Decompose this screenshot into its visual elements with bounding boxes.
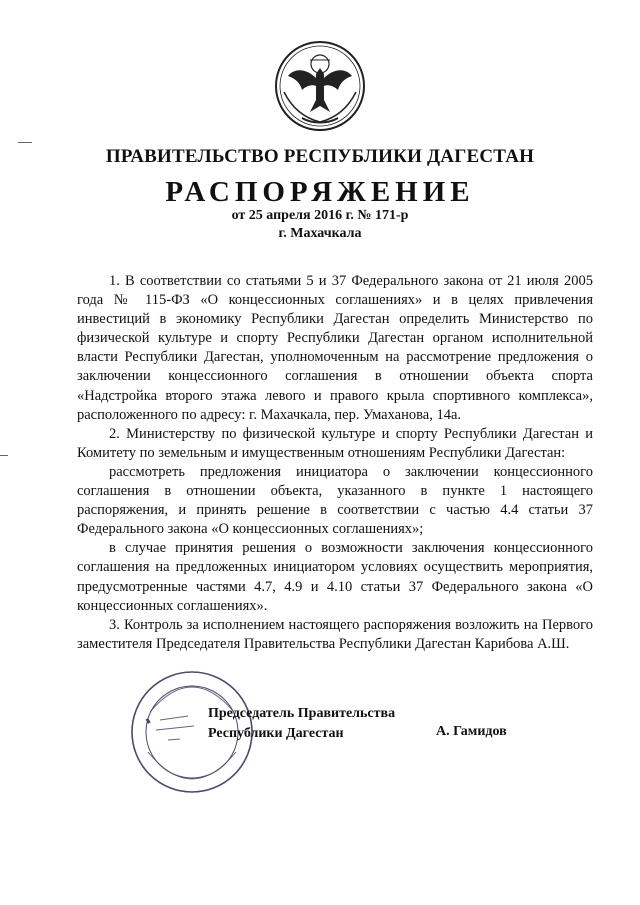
document-body [77, 272, 593, 654]
scan-mark [18, 142, 32, 143]
signature-title-line-1: Председатель Правительства [208, 706, 396, 721]
paragraph-2: 2. Министерству по физической культуре и спорту Республики Дагестан и Комитету по земельным и имущественным отношениям Республики Дагестан: [77, 425, 593, 461]
signature-title [208, 704, 395, 744]
document-type-title: РАСПОРЯЖЕНИЕ [165, 176, 475, 208]
document-date-number: от 25 апреля 2016 г. № 171-р [231, 208, 409, 223]
dagestan-emblem-icon [272, 38, 368, 134]
signature-title-line-2: Республики Дагестан [208, 726, 344, 741]
document-city: г. Махачкала [278, 226, 362, 241]
paragraph-1: 1. В соответствии со статьями 5 и 37 Федерального закона от 21 июля 2005 года № 115-ФЗ «О концессионных соглашениях» и в целях привлечения инвестиций в экономику Республики Дагестан определить Министерство по физической культуре и спорту Республики Дагестан органом исполнительной власти Республики Дагестан, уполномоченным на рассмотрение предложения о заключении концессионного соглашения в отношении объекта спорта «Надстройка второго этажа левого и правого крыла спортивного комплекса», расположенного по адресу: г. Махачкала, пер. Умаханова, 14а. [77, 273, 593, 423]
paragraph-3: 3. Контроль за исполнением настоящего распоряжения возложить на Первого заместителя Председателя Правительства Республики Дагестан Карибова А.Ш. [77, 616, 593, 652]
signatory-name: А. Гамидов [436, 724, 507, 739]
scan-mark [0, 455, 8, 456]
government-title: ПРАВИТЕЛЬСТВО РЕСПУБЛИКИ ДАГЕСТАН [105, 146, 535, 167]
paragraph-2-item-a: рассмотреть предложения инициатора о заключении концессионного соглашения в отношении объекта, указанного в пункте 1 настоящего распоряжения, и принять решение в соответствии с частью 4.4 статьи 37 Федерального закона «О концессионных соглашениях»; [77, 463, 593, 538]
paragraph-2-item-b: в случае принятия решения о возможности заключения концессионного соглашения на предложенных инициатором условиях осуществить мероприятия, предусмотренные частями 4.7, 4.9 и 4.10 статьи 37 Федерального закона «О концессионных соглашениях». [77, 540, 593, 614]
